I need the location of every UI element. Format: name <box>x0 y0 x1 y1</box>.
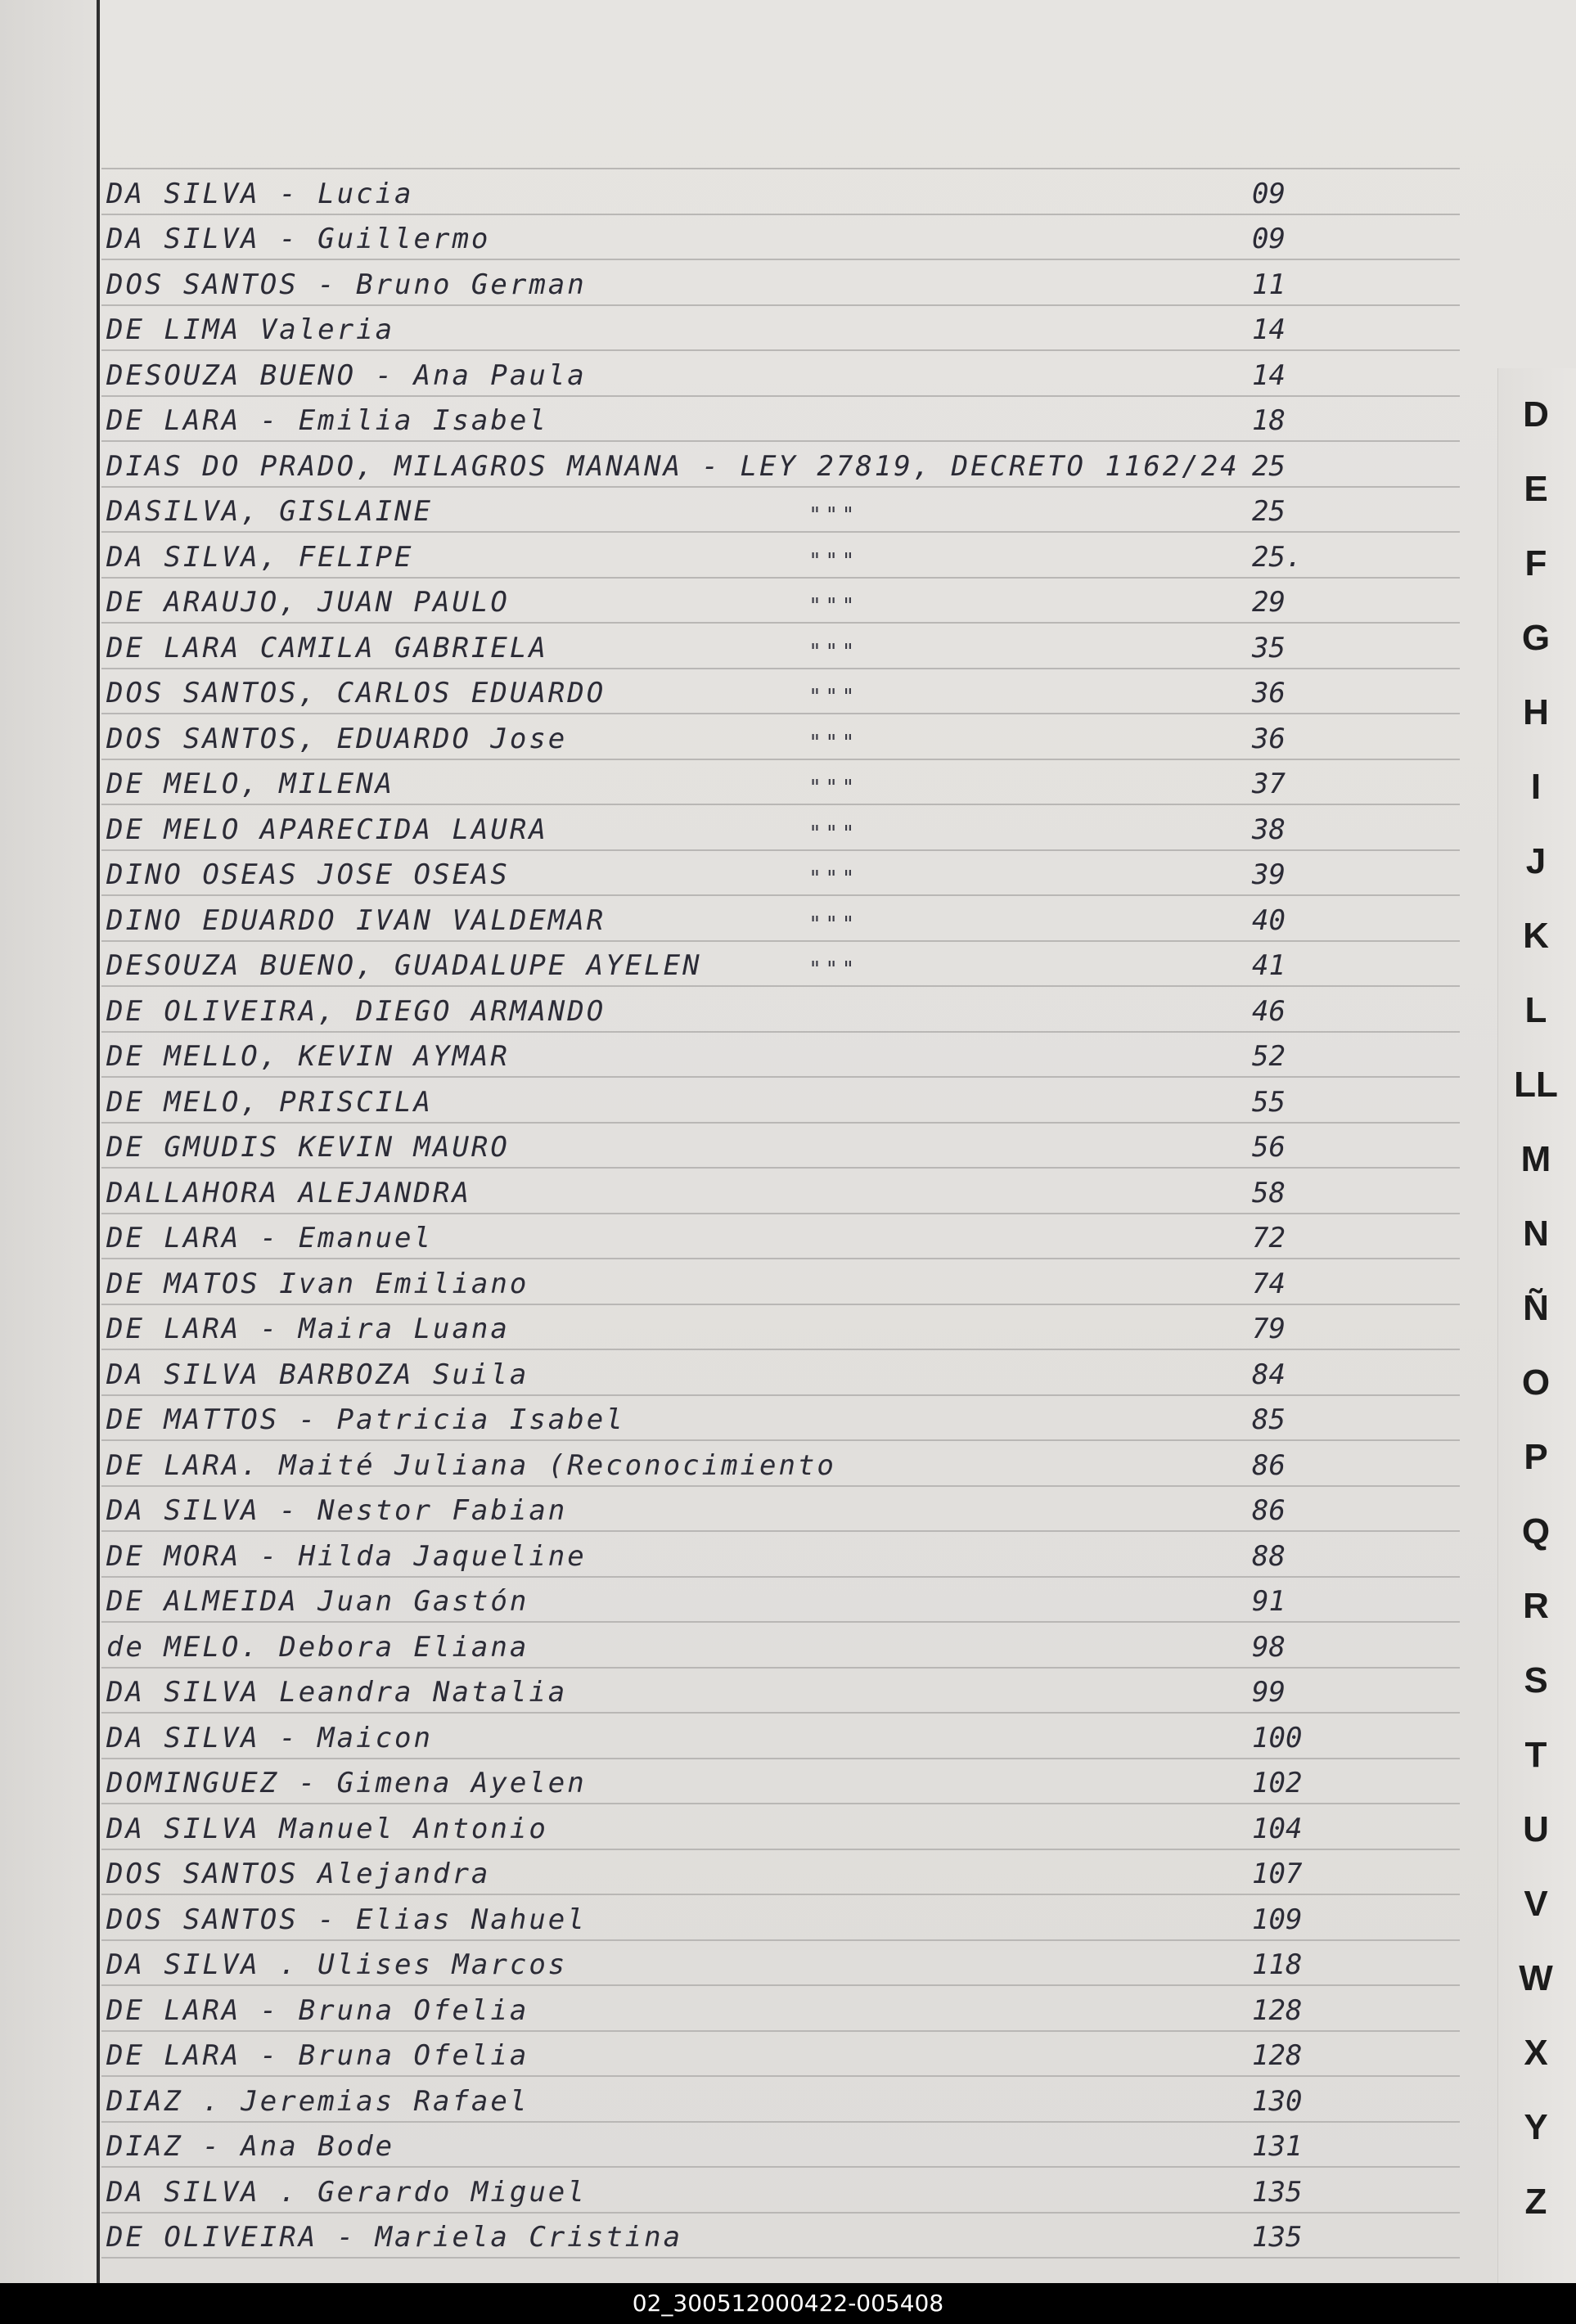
entry-page-number: 86 <box>1252 1494 1286 1527</box>
ruled-line <box>101 2212 1460 2214</box>
entry-name: DE MELLO, KEVIN AYMAR <box>106 1040 510 1073</box>
ruled-line <box>101 2121 1460 2123</box>
alphabet-tab[interactable]: Ñ <box>1523 1288 1549 1328</box>
entry-page-number: 36 <box>1252 677 1286 709</box>
ruled-line <box>101 1803 1460 1804</box>
entry-name: DA SILVA Leandra Natalia <box>106 1676 568 1709</box>
entry-page-number: 102 <box>1252 1767 1303 1799</box>
entry-page-number: 98 <box>1252 1631 1286 1664</box>
ruled-line <box>101 1894 1460 1895</box>
entry-row <box>106 1942 1497 1984</box>
entry-name: DE MATOS Ivan Emiliano <box>106 1268 529 1300</box>
alphabet-tab[interactable]: Q <box>1521 1511 1551 1552</box>
entry-name: DE OLIVEIRA, DIEGO ARMANDO <box>106 995 606 1028</box>
entry-page-number: 39 <box>1252 858 1286 891</box>
ruled-line <box>101 1530 1460 1532</box>
ruled-line <box>101 668 1460 669</box>
entry-row <box>106 444 1497 486</box>
entry-page-number: 85 <box>1252 1403 1286 1436</box>
entry-name: DE LARA CAMILA GABRIELA <box>106 632 548 664</box>
entry-page-number: 58 <box>1252 1177 1286 1209</box>
entry-row <box>106 625 1497 668</box>
entry-row <box>106 1851 1497 1894</box>
ruled-line <box>101 259 1460 260</box>
entry-name: DE OLIVEIRA - Mariela Cristina <box>106 2221 683 2254</box>
ruled-line <box>101 2030 1460 2032</box>
entry-row <box>106 943 1497 985</box>
ruled-line <box>101 214 1460 215</box>
ruled-line <box>101 577 1460 579</box>
entry-name: DE MORA - Hilda Jaqueline <box>106 1540 587 1573</box>
entry-page-number: 131 <box>1252 2130 1303 2163</box>
alphabet-tab[interactable]: P <box>1524 1437 1548 1477</box>
entry-name: DINO OSEAS JOSE OSEAS <box>106 858 510 891</box>
ditto-marks: " " " <box>810 912 853 937</box>
entry-page-number: 109 <box>1252 1903 1303 1936</box>
ruled-line <box>101 304 1460 306</box>
entry-page-number: 25. <box>1252 541 1303 574</box>
entry-page-number: 100 <box>1252 1722 1303 1754</box>
entry-row <box>106 1079 1497 1122</box>
ruled-line <box>101 1712 1460 1714</box>
ruled-line <box>101 1167 1460 1169</box>
entry-name: DOS SANTOS Alejandra <box>106 1858 491 1890</box>
ruled-line <box>101 759 1460 760</box>
ditto-marks: " " " <box>810 776 853 800</box>
ruled-line <box>101 1031 1460 1033</box>
entry-row <box>106 307 1497 349</box>
ruled-line <box>101 2166 1460 2168</box>
alphabet-tab[interactable]: LL <box>1514 1065 1558 1105</box>
entry-name: DE LARA - Emilia Isabel <box>106 404 548 437</box>
entry-name: DE LARA - Bruna Ofelia <box>106 2039 529 2072</box>
entry-name: DE LIMA Valeria <box>106 313 395 346</box>
entry-name: DOMINGUEZ - Gimena Ayelen <box>106 1767 587 1799</box>
entry-name: DE MELO, PRISCILA <box>106 1086 433 1119</box>
entry-name: DA SILVA . Gerardo Miguel <box>106 2176 587 2209</box>
entry-page-number: 79 <box>1252 1313 1286 1345</box>
entry-row <box>106 534 1497 577</box>
entry-name: DE MATTOS - Patricia Isabel <box>106 1403 625 1436</box>
entry-name: DASILVA, GISLAINE <box>106 495 433 528</box>
entry-name: DA SILVA, FELIPE <box>106 541 414 574</box>
ditto-marks: " " " <box>810 549 853 574</box>
ruled-line <box>101 713 1460 714</box>
image-footer-label: 02_300512000422-005408 <box>0 2283 1576 2324</box>
entry-row <box>106 1215 1497 1258</box>
entry-name: DA SILVA - Guillermo <box>106 223 491 255</box>
ditto-marks: " " " <box>810 822 853 846</box>
entry-page-number: 29 <box>1252 586 1286 619</box>
entry-page-number: 37 <box>1252 768 1286 800</box>
alphabet-tab[interactable]: K <box>1523 916 1549 956</box>
entry-page-number: 91 <box>1252 1585 1286 1618</box>
entry-name: DIAZ . Jeremias Rafael <box>106 2085 529 2118</box>
entry-name: DE ARAUJO, JUAN PAULO <box>106 586 510 619</box>
entry-name: DE ALMEIDA Juan Gastón <box>106 1585 529 1618</box>
entry-name: DESOUZA BUENO - Ana Paula <box>106 359 587 392</box>
alphabet-tab[interactable]: I <box>1530 767 1542 807</box>
ruled-line <box>101 849 1460 851</box>
entry-name: DIAS DO PRADO, MILAGROS MANANA - LEY 27819, DECRETO 1162/24 <box>106 450 1240 483</box>
entry-page-number: 118 <box>1252 1948 1303 1981</box>
alphabet-tab[interactable]: R <box>1523 1586 1549 1626</box>
ruled-line <box>101 1939 1460 1941</box>
entry-row <box>106 670 1497 713</box>
entry-name: DE MELO APARECIDA LAURA <box>106 813 548 846</box>
alphabet-tab[interactable]: D <box>1523 394 1549 435</box>
entry-row <box>106 1443 1497 1485</box>
binding-margin <box>0 0 97 2283</box>
ruled-line <box>101 395 1460 397</box>
entry-name: DA SILVA - Lucia <box>106 178 414 210</box>
entry-row <box>106 1534 1497 1576</box>
ruled-line <box>101 1576 1460 1578</box>
alphabet-tab[interactable]: F <box>1524 543 1547 583</box>
entry-row <box>106 898 1497 940</box>
ruled-line <box>101 168 1460 169</box>
ruled-line <box>101 486 1460 488</box>
entry-row <box>106 2169 1497 2212</box>
entry-page-number: 72 <box>1252 1222 1286 1254</box>
alphabet-tab[interactable]: O <box>1521 1362 1551 1403</box>
ruled-line <box>101 1984 1460 1986</box>
alphabet-tab[interactable]: G <box>1521 618 1551 658</box>
alphabet-tab[interactable]: M <box>1520 1139 1551 1179</box>
alphabet-tab[interactable]: Z <box>1524 2182 1547 2222</box>
entry-row <box>106 852 1497 894</box>
entry-name: DE LARA - Emanuel <box>106 1222 433 1254</box>
entry-name: DOS SANTOS - Elias Nahuel <box>106 1903 587 1936</box>
entry-row <box>106 1988 1497 2030</box>
ruled-line <box>101 940 1460 942</box>
ditto-marks: " " " <box>810 957 853 982</box>
entry-row <box>106 353 1497 395</box>
entry-row <box>106 2214 1497 2257</box>
alphabet-tab[interactable]: X <box>1524 2033 1548 2073</box>
entry-row <box>106 1715 1497 1758</box>
alphabet-tab[interactable]: Y <box>1524 2107 1548 2147</box>
alphabet-tab[interactable]: E <box>1524 469 1548 509</box>
entry-page-number: 74 <box>1252 1268 1286 1300</box>
ditto-marks: " " " <box>810 867 853 891</box>
entry-page-number: 104 <box>1252 1813 1303 1845</box>
ruled-line <box>101 1213 1460 1214</box>
alphabet-tab[interactable]: N <box>1523 1214 1549 1254</box>
entry-page-number: 130 <box>1252 2085 1303 2118</box>
entry-row <box>106 761 1497 804</box>
entry-page-number: 128 <box>1252 2039 1303 2072</box>
entry-name: DALLAHORA ALEJANDRA <box>106 1177 471 1209</box>
ruled-line <box>101 440 1460 442</box>
entry-row <box>106 1034 1497 1076</box>
entry-row <box>106 216 1497 259</box>
entry-page-number: 14 <box>1252 359 1286 392</box>
ruled-line <box>101 1758 1460 1759</box>
entry-row <box>106 989 1497 1031</box>
entry-row <box>106 1579 1497 1621</box>
entry-page-number: 56 <box>1252 1131 1286 1164</box>
alphabet-tab[interactable]: V <box>1524 1884 1548 1924</box>
alphabet-tab[interactable]: T <box>1524 1735 1547 1775</box>
entry-name: DOS SANTOS, CARLOS EDUARDO <box>106 677 606 709</box>
entry-page-number: 36 <box>1252 723 1286 755</box>
entry-name: DOS SANTOS - Bruno German <box>106 268 587 301</box>
ruled-line <box>101 2075 1460 2077</box>
entry-row <box>106 1306 1497 1349</box>
entry-row <box>106 171 1497 214</box>
entry-page-number: 35 <box>1252 632 1286 664</box>
ruled-line <box>101 1394 1460 1396</box>
entry-row <box>106 1352 1497 1394</box>
entry-row <box>106 2079 1497 2121</box>
ruled-line <box>101 1258 1460 1259</box>
ruled-line <box>101 1122 1460 1124</box>
ruled-line <box>101 1849 1460 1850</box>
entry-page-number: 46 <box>1252 995 1286 1028</box>
alphabet-tab[interactable]: S <box>1524 1660 1548 1700</box>
entry-row <box>106 1760 1497 1803</box>
entry-row <box>106 1261 1497 1304</box>
entry-page-number: 41 <box>1252 949 1286 982</box>
entry-page-number: 84 <box>1252 1358 1286 1391</box>
ruled-line <box>101 1439 1460 1441</box>
entry-page-number: 99 <box>1252 1676 1286 1709</box>
entry-row <box>106 398 1497 440</box>
ruled-line <box>101 622 1460 624</box>
ruled-line <box>101 1667 1460 1669</box>
ruled-line <box>101 804 1460 805</box>
ruled-line <box>101 1349 1460 1350</box>
ruled-line <box>101 349 1460 351</box>
entry-row <box>106 1170 1497 1213</box>
entry-name: DESOUZA BUENO, GUADALUPE AYELEN <box>106 949 702 982</box>
entry-name: DA SILVA - Nestor Fabian <box>106 1494 568 1527</box>
alphabet-tab[interactable]: U <box>1523 1809 1549 1849</box>
entry-name: DA SILVA - Maicon <box>106 1722 433 1754</box>
entry-row <box>106 1669 1497 1712</box>
ruled-line <box>101 1485 1460 1487</box>
entry-page-number: 14 <box>1252 313 1286 346</box>
entry-page-number: 18 <box>1252 404 1286 437</box>
entry-name: DOS SANTOS, EDUARDO Jose <box>106 723 568 755</box>
alphabet-tab[interactable]: H <box>1523 692 1549 732</box>
entry-row <box>106 1624 1497 1667</box>
ruled-line <box>101 1076 1460 1078</box>
entry-name: DE LARA - Maira Luana <box>106 1313 510 1345</box>
ditto-marks: " " " <box>810 731 853 755</box>
entry-page-number: 40 <box>1252 904 1286 937</box>
ruled-line <box>101 1621 1460 1623</box>
entry-row <box>106 489 1497 531</box>
entry-row <box>106 2033 1497 2075</box>
entry-name: DE LARA. Maité Juliana (Reconocimiento <box>106 1449 836 1482</box>
entry-row <box>106 1806 1497 1849</box>
ditto-marks: " " " <box>810 640 853 664</box>
entry-row <box>106 1397 1497 1439</box>
entry-name: DE MELO, MILENA <box>106 768 395 800</box>
entry-name: DA SILVA BARBOZA Suila <box>106 1358 529 1391</box>
entry-row <box>106 1488 1497 1530</box>
entry-row <box>106 1124 1497 1167</box>
binding-edge <box>97 0 100 2283</box>
entry-name: de MELO. Debora Eliana <box>106 1631 529 1664</box>
ruled-line <box>101 894 1460 896</box>
entry-page-number: 38 <box>1252 813 1286 846</box>
entry-name: DIAZ - Ana Bode <box>106 2130 395 2163</box>
ruled-line <box>101 1304 1460 1305</box>
entry-page-number: 88 <box>1252 1540 1286 1573</box>
alphabet-tab[interactable]: J <box>1525 841 1547 881</box>
entry-row <box>106 2124 1497 2166</box>
entry-page-number: 09 <box>1252 178 1286 210</box>
entry-row <box>106 716 1497 759</box>
entry-page-number: 55 <box>1252 1086 1286 1119</box>
entry-name: DE LARA - Bruna Ofelia <box>106 1994 529 2027</box>
entry-name: DINO EDUARDO IVAN VALDEMAR <box>106 904 606 937</box>
entry-row <box>106 262 1497 304</box>
entry-name: DA SILVA . Ulises Marcos <box>106 1948 568 1981</box>
entry-row <box>106 579 1497 622</box>
entry-page-number: 135 <box>1252 2176 1303 2209</box>
entry-page-number: 25 <box>1252 495 1286 528</box>
entry-page-number: 86 <box>1252 1449 1286 1482</box>
entry-page-number: 25 <box>1252 450 1286 483</box>
entry-row <box>106 807 1497 849</box>
ruled-line <box>101 985 1460 987</box>
entry-name: DE GMUDIS KEVIN MAURO <box>106 1131 510 1164</box>
ditto-marks: " " " <box>810 685 853 709</box>
ditto-marks: " " " <box>810 503 853 528</box>
entry-page-number: 135 <box>1252 2221 1303 2254</box>
ruled-line <box>101 531 1460 533</box>
ruled-line <box>101 2257 1460 2259</box>
entry-page-number: 11 <box>1252 268 1286 301</box>
ditto-marks: " " " <box>810 594 853 619</box>
entry-name: DA SILVA Manuel Antonio <box>106 1813 548 1845</box>
entry-page-number: 52 <box>1252 1040 1286 1073</box>
entry-page-number: 09 <box>1252 223 1286 255</box>
alphabet-tab[interactable]: L <box>1524 990 1547 1030</box>
entry-page-number: 107 <box>1252 1858 1303 1890</box>
entry-page-number: 128 <box>1252 1994 1303 2027</box>
entry-row <box>106 1897 1497 1939</box>
alphabet-tab[interactable]: W <box>1519 1958 1553 1998</box>
